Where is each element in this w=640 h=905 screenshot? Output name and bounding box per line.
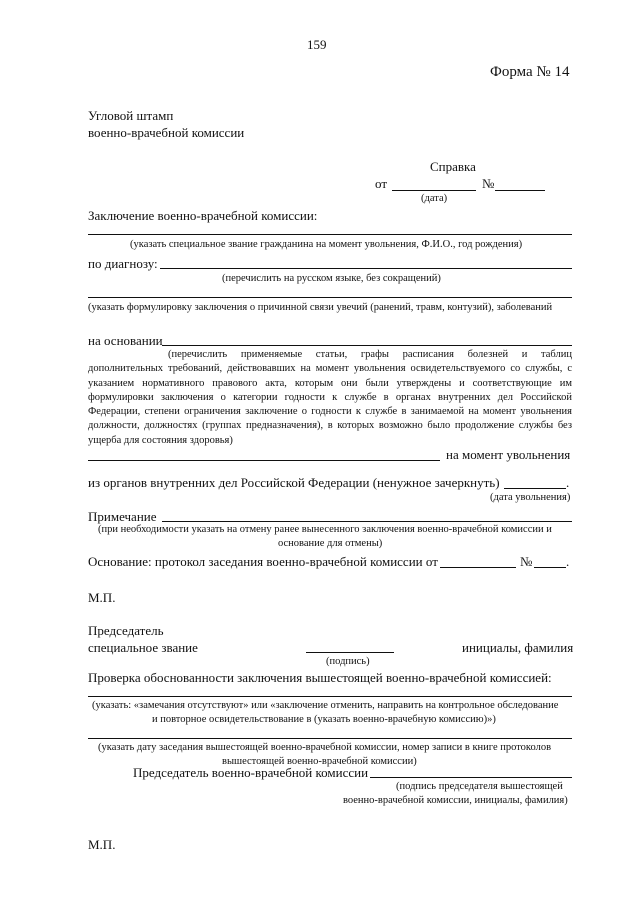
period-mark: .: [566, 554, 570, 569]
certificate-title: Справка: [430, 159, 476, 174]
initials-surname: инициалы, фамилия: [462, 640, 574, 655]
signature-line: [306, 652, 394, 653]
chairman-label: Председатель: [88, 623, 164, 638]
dismissal-date-line: [504, 488, 566, 489]
chairman-commission: Председатель военно-врачебной комиссии: [133, 765, 369, 780]
stamp-line-2: военно-врачебной комиссии: [88, 125, 245, 140]
period-mark: .: [566, 475, 570, 490]
protocol-number-line: [534, 567, 566, 568]
special-rank: специальное звание: [88, 640, 198, 655]
certificate-from: от: [375, 176, 388, 191]
form-label: Форма № 14: [490, 64, 570, 80]
chair-sign-hint-1: (подпись председателя вышестоящей: [396, 781, 563, 792]
protocol-date-line: [440, 567, 516, 568]
dismissal-moment: на момент увольнения: [446, 447, 571, 462]
note-hint-2: основание для отмены): [278, 538, 383, 549]
dismissal-line: [88, 460, 440, 461]
basis-line: [162, 345, 572, 346]
diagnosis-line: [160, 268, 572, 269]
basis-hint-line: указанием нормативного правового акта, которым они были утверждены и соответствующие им: [88, 377, 572, 389]
note-label: Примечание: [88, 509, 157, 524]
basis-label: на основании: [88, 333, 163, 348]
protocol-number-sign: №: [520, 554, 533, 569]
basis-hint: [88, 348, 572, 448]
certificate-number-line: [495, 190, 545, 191]
meeting-line: [88, 738, 572, 739]
rank-line: [88, 234, 572, 235]
basis-hint-line: должности, должностях (группах предназначения), в которых возможно было продолжение службы без: [88, 420, 572, 432]
chair-sign-hint-2: военно-врачебной комиссии, инициалы, фамилия): [343, 795, 568, 806]
diagnosis-label: по диагнозу:: [88, 256, 158, 271]
diagnosis-hint: (перечислить на русском языке, без сокращений): [222, 273, 441, 284]
organs-text: из органов внутренних дел Российской Федерации (ненужное зачеркнуть): [88, 475, 500, 490]
basis-hint-line: ущерба для состояния здоровья): [88, 434, 233, 446]
note-line: [162, 521, 572, 522]
rank-hint: (указать специальное звание гражданина на момент увольнения, Ф.И.О., год рождения): [130, 239, 523, 250]
basis-hint-line: (перечислить применяемые статьи, графы расписания болезней и таблиц: [168, 349, 572, 360]
basis-protocol: Основание: протокол заседания военно-врачебной комиссии от: [88, 554, 438, 569]
conclusion-title: Заключение военно-врачебной комиссии:: [88, 208, 318, 223]
certificate-date-line: [392, 190, 476, 191]
basis-hint-line: формулировки заключения о категории годности к службе в органах внутренних дел Российской: [88, 391, 572, 403]
chair-sign-line: [370, 777, 572, 778]
note-hint-1: (при необходимости указать на отмену ранее вынесенного заключения военно-врачебной комиссии и: [98, 524, 552, 535]
meeting-hint-2: вышестоящей военно-врачебной комиссии): [222, 756, 417, 767]
verification-line: [88, 696, 572, 697]
seal-2: М.П.: [88, 837, 116, 852]
meeting-hint-1: (указать дату заседания вышестоящей военно-врачебной комиссии, номер записи в книге протоколов: [98, 742, 552, 753]
dismissal-date-caption: (дата увольнения): [490, 492, 571, 503]
certificate-date-caption: (дата): [421, 193, 448, 204]
causal-line: [88, 297, 572, 298]
page-number: 159: [307, 37, 327, 52]
verification-title: Проверка обоснованности заключения вышестоящей военно-врачебной комиссией:: [88, 670, 552, 685]
basis-hint-line: дополнительных требований, действовавших на момент увольнения освидетельствуемого со службы, с: [88, 363, 572, 375]
stamp-line-1: Угловой штамп: [88, 108, 174, 123]
seal-1: М.П.: [88, 590, 116, 605]
certificate-number-sign: №: [482, 176, 495, 191]
verification-hint-2: и повторное освидетельствование в (указать военно-врачебную комиссию)»): [152, 714, 496, 725]
causal-hint: (указать формулировку заключения о причинной связи увечий (ранений, травм, контузий), заболеваний: [88, 302, 553, 313]
basis-hint-line: Федерации, степени ограничения заключение о годности к службе в занимаемой на момент увольнения: [88, 406, 572, 418]
signature-caption: (подпись): [326, 656, 370, 667]
verification-hint-1: (указать: «замечания отсутствуют» или «заключение отменить, направить на контрольное обследование: [92, 700, 559, 711]
